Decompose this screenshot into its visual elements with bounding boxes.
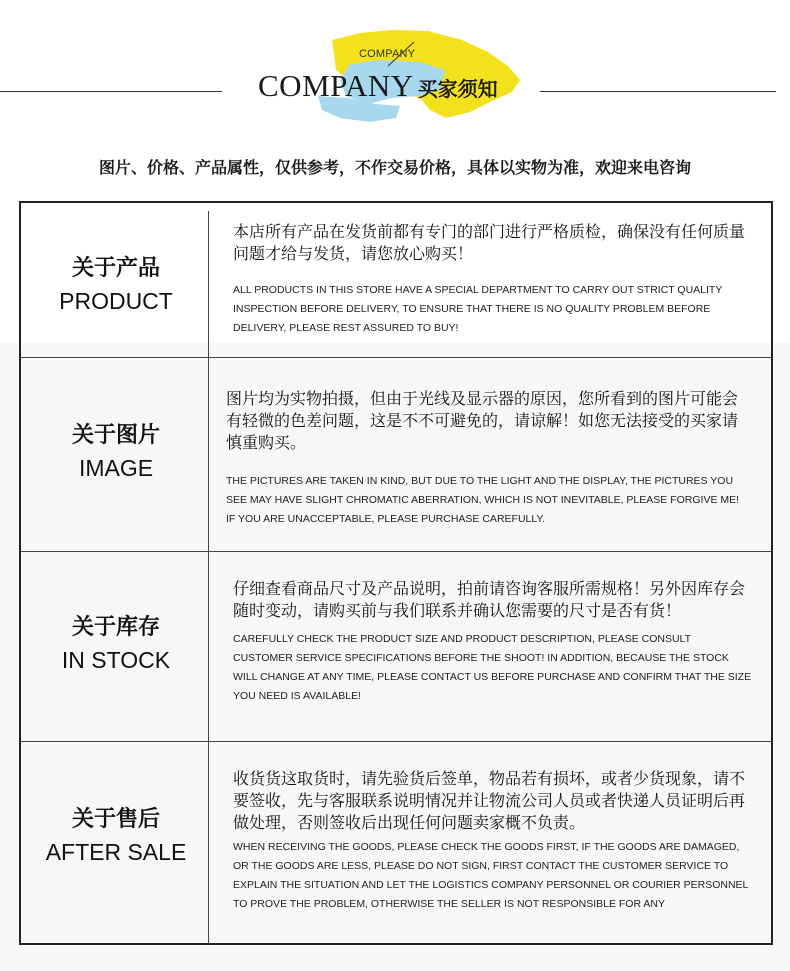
label-en: IMAGE (78, 455, 154, 481)
label-zh: 关于产品 (71, 256, 160, 281)
info-table (19, 201, 773, 945)
row-body (233, 221, 753, 338)
header-rule-right (540, 91, 776, 92)
row-label (21, 418, 211, 482)
row-divider (208, 552, 209, 742)
label-en: AFTER SALE (45, 839, 187, 865)
table-row-product (21, 203, 771, 357)
body-en: THE PICTURES ARE TAKEN IN KIND, BUT DUE TO THE LIGHT AND THE DISPLAY, THE PICTURES YOU SEE MAY HAVE SLIGHT CHROMATIC ABERRATION, WHICH IS NOT INEVITABLE, PLEASE FORGIVE ME! IF YOU ARE UNACCEPTABLE, PLEASE PURCHASE CAREFULLY. (226, 475, 740, 525)
row-divider (208, 358, 209, 552)
body-zh: 收货货这取货时，请先验货后签单，物品若有损坏，或者少货现象，请不要签收，先与客服联系说明情况并让物流公司人员或者快递人员证明后再做处理，否则签收后出现任何问题卖家概不负责。 (233, 769, 746, 832)
row-label (21, 802, 211, 866)
label-zh: 关于库存 (71, 615, 160, 640)
row-divider (208, 211, 209, 357)
page-title (258, 68, 498, 104)
header-rule-left (0, 91, 222, 92)
row-body (233, 578, 753, 706)
label-zh: 关于图片 (71, 423, 160, 448)
row-body (233, 768, 753, 914)
body-zh: 图片均为实物拍摄，但由于光线及显示器的原因，您所看到的图片可能会有轻微的色差问题，这是不不可避免的，请谅解！如您无法接受的买家请慎重购买。 (226, 389, 739, 452)
body-en: ALL PRODUCTS IN THIS STORE HAVE A SPECIAL DEPARTMENT TO CARRY OUT STRICT QUALITY INSPECTION BEFORE DELIVERY, TO ENSURE THAT THERE IS NO QUALITY PROBLEM BEFORE DELIVERY, PLEASE REST ASSURED TO BUY! (233, 284, 723, 334)
body-en: WHEN RECEIVING THE GOODS, PLEASE CHECK THE GOODS FIRST, IF THE GOODS ARE DAMAGED, OR THE GOODS ARE LESS, PLEASE DO NOT SIGN, FIRST CONTACT THE CUSTOMER SERVICE TO EXPLAIN THE SITUATION AND LET THE LOGISTICS COMPANY PERSONNEL OR COURIER PERSONNEL TO PROVE THE PROBLEM, OTHERWISE THE SELLER IS NOT RESPONSIBLE FOR ANY (233, 841, 749, 910)
body-zh: 仔细查看商品尺寸及产品说明，拍前请咨询客服所需规格！另外因库存会随时变动，请购买前与我们联系并确认您需要的尺寸是否有货！ (233, 579, 746, 620)
body-en: CAREFULLY CHECK THE PRODUCT SIZE AND PRODUCT DESCRIPTION, PLEASE CONSULT CUSTOMER SERVICE SPECIFICATIONS BEFORE THE SHOOT! IN ADDITION, BECAUSE THE STOCK WILL CHANGE AT ANY TIME, PLEASE CONTACT US BEFORE PURCHASE AND CONFIRM THAT THE SIZE YOU NEED IS AVAILABLE! (233, 633, 752, 702)
table-row-after-sale (21, 741, 771, 944)
title-zh: 买家须知 (417, 77, 498, 101)
title-en: COMPANY (258, 68, 414, 103)
header-banner (0, 0, 790, 140)
label-en: IN STOCK (61, 647, 171, 673)
notice-text: 图片、价格、产品属性，仅供参考，不作交易价格，具体以实物为准，欢迎来电咨询 (98, 158, 691, 177)
table-row-image (21, 357, 771, 552)
table-row-stock (21, 551, 771, 742)
label-zh: 关于售后 (71, 807, 160, 832)
body-zh: 本店所有产品在发货前都有专门的部门进行严格质检，确保没有任何质量问题才给与发货，请您放心购买！ (233, 222, 746, 263)
label-en: PRODUCT (59, 288, 173, 314)
row-label (21, 610, 211, 674)
row-body (226, 388, 746, 529)
row-divider (208, 742, 209, 944)
small-company-label: COMPANY (359, 48, 416, 60)
row-label (21, 251, 211, 315)
